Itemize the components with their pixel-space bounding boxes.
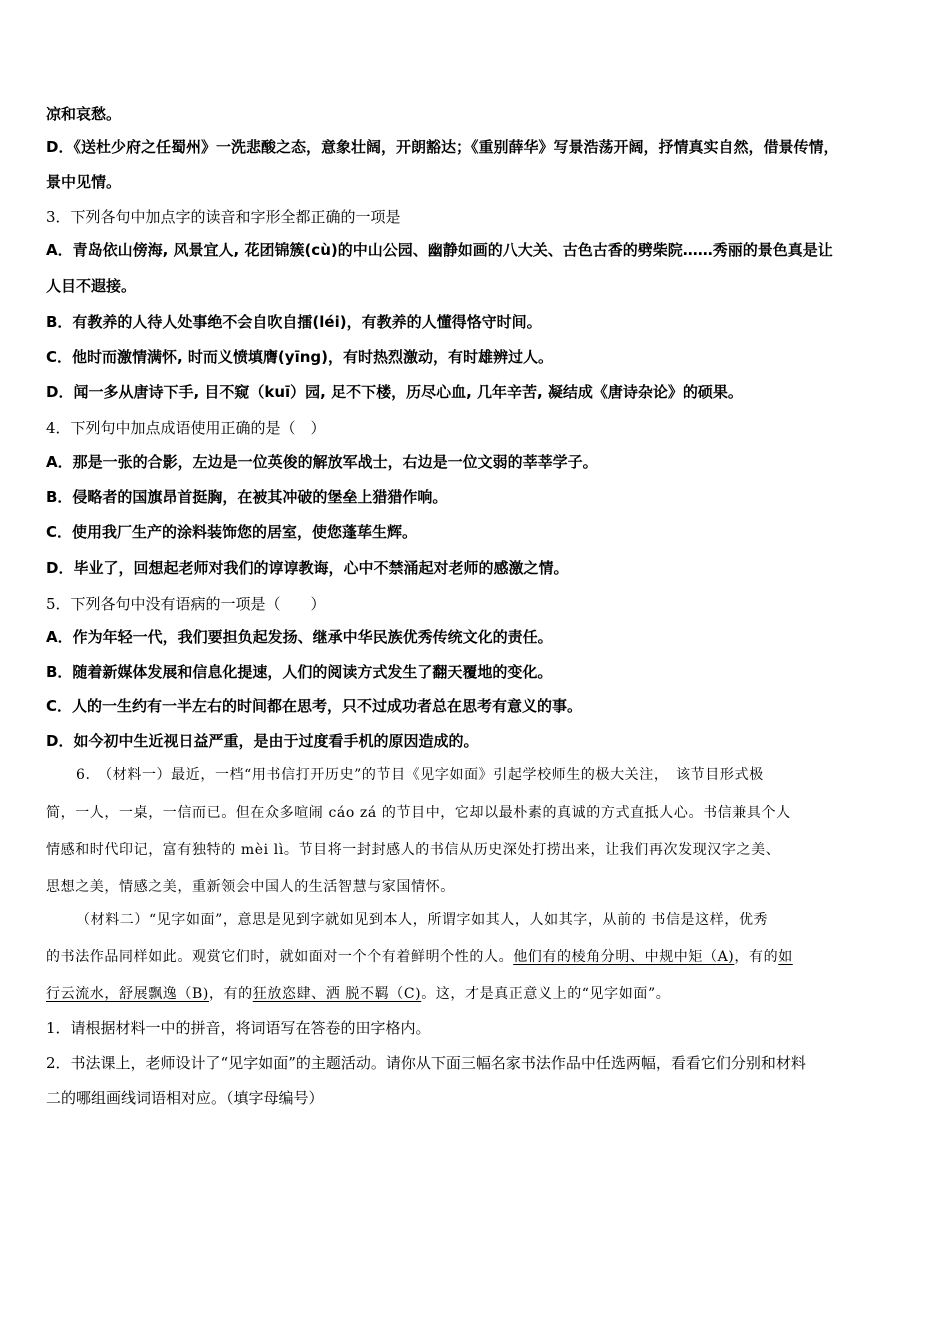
question-6-material-1-cont: 简，一人，一桌，一信而已。但在众多喧闹 cáo zá 的节目中，它却以最朴素的真诚的方式直抵人心。书信兼具个人 [46, 805, 791, 821]
plain-text: 。这，才是真正意义上的“见字如面”。 [421, 986, 671, 1002]
question-6-material-1: 6. （材料一）最近，一档“用书信打开历史”的节目《见字如面》引起学校师生的极大关注， 该节目形式极 [76, 767, 764, 783]
question-4-stem: 4．下列句中加点成语使用正确的是（ ） [46, 419, 326, 437]
question-5-option-d: D．如今初中生近视日益严重，是由于过度看手机的原因造成的。 [46, 732, 479, 750]
question-3-option-a-cont: 人目不遐接。 [46, 277, 137, 295]
sub-question-2: 2．书法课上，老师设计了“见字如面”的主题活动。请你从下面三幅名家书法作品中任选两幅，看看它们分别和材料 [46, 1054, 806, 1072]
question-4-option-c: C．使用我厂生产的涂料装饰您的居室，使您蓬荜生辉。 [46, 523, 418, 541]
underlined-phrase-b-start: 如 [778, 949, 793, 965]
question-3-option-a: A．青岛依山傍海, 风景宜人, 花团锦簇(cù)的中山公园、幽静如画的八大关、古色古香的劈柴院……秀丽的景色真是让 [46, 241, 833, 259]
question-5-option-a: A．作为年轻一代，我们要担负起发扬、继承中华民族优秀传统文化的责任。 [46, 628, 553, 646]
question-6-material-2-cont [46, 947, 793, 967]
question-3-option-d: D．闻一多从唐诗下手, 目不窥（kuī）园, 足不下楼，历尽心血, 几年辛苦, 凝结成《唐诗杂论》的硕果。 [46, 383, 743, 401]
underlined-phrase-c: 狂放恣肆、洒 脱不羁（C) [252, 986, 422, 1002]
question-6-material-2: （材料二）“见字如面”，意思是见到字就如见到本人，所谓字如其人，人如其字，从前的 书信是这样，优秀 [76, 912, 769, 928]
plain-text: 的书法作品同样如此。观赏它们时，就如面对一个个有着鲜明个性的人。 [46, 949, 514, 965]
text-line: 凉和哀愁。 [46, 105, 122, 123]
text-line: 景中见情。 [46, 173, 122, 191]
plain-text: ，有的 [734, 949, 779, 965]
question-6-material-1-cont: 思想之美，情感之美，重新领会中国人的生活智慧与家国情怀。 [46, 879, 455, 895]
sub-question-1: 1．请根据材料一中的拼音，将词语写在答卷的田字格内。 [46, 1019, 431, 1037]
question-5-option-c: C．人的一生约有一半左右的时间都在思考，只不过成功者总在思考有意义的事。 [46, 697, 583, 715]
sub-question-2-cont: 二的哪组画线词语相对应。（填字母编号） [46, 1089, 324, 1107]
question-6-material-1-cont: 情感和时代印记，富有独特的 mèi lì。节目将一封封感人的书信从历史深处打捞出来，让我们再次发现汉字之美、 [46, 842, 781, 858]
question-6-material-2-cont [46, 984, 670, 1004]
underlined-phrase-b: 行云流水，舒展飘逸（B) [46, 986, 209, 1002]
question-3-option-c: C．他时而激情满怀, 时而义愤填膺(yīng)，有时热烈激动，有时雄辨过人。 [46, 348, 553, 366]
underlined-phrase-a: 他们有的棱角分明、中规中矩（A) [513, 949, 735, 965]
question-5-option-b: B．随着新媒体发展和信息化提速，人们的阅读方式发生了翻天覆地的变化。 [46, 663, 553, 681]
option-d-line: D．《送杜少府之任蜀州》一洗悲酸之态，意象壮阔，开朗豁达；《重别薛华》写景浩荡开阔，抒情真实自然，借景传情， [46, 138, 839, 156]
question-4-option-a: A．那是一张的合影，左边是一位英俊的解放军战士，右边是一位文弱的莘莘学子。 [46, 453, 598, 471]
plain-text: ，有的 [208, 986, 253, 1002]
question-4-option-b: B．侵略者的国旗昂首挺胸，在被其冲破的堡垒上猎猎作响。 [46, 488, 448, 506]
question-3-stem: 3．下列各句中加点字的读音和字形全都正确的一项是 [46, 208, 401, 226]
question-3-option-b: B．有教养的人待人处事绝不会自吹自擂(léi)，有教养的人懂得恪守时间。 [46, 313, 542, 331]
question-4-option-d: D．毕业了，回想起老师对我们的谆谆教诲，心中不禁涌起对老师的感激之情。 [46, 559, 569, 577]
question-5-stem: 5．下列各句中没有语病的一项是（ ） [46, 595, 326, 613]
